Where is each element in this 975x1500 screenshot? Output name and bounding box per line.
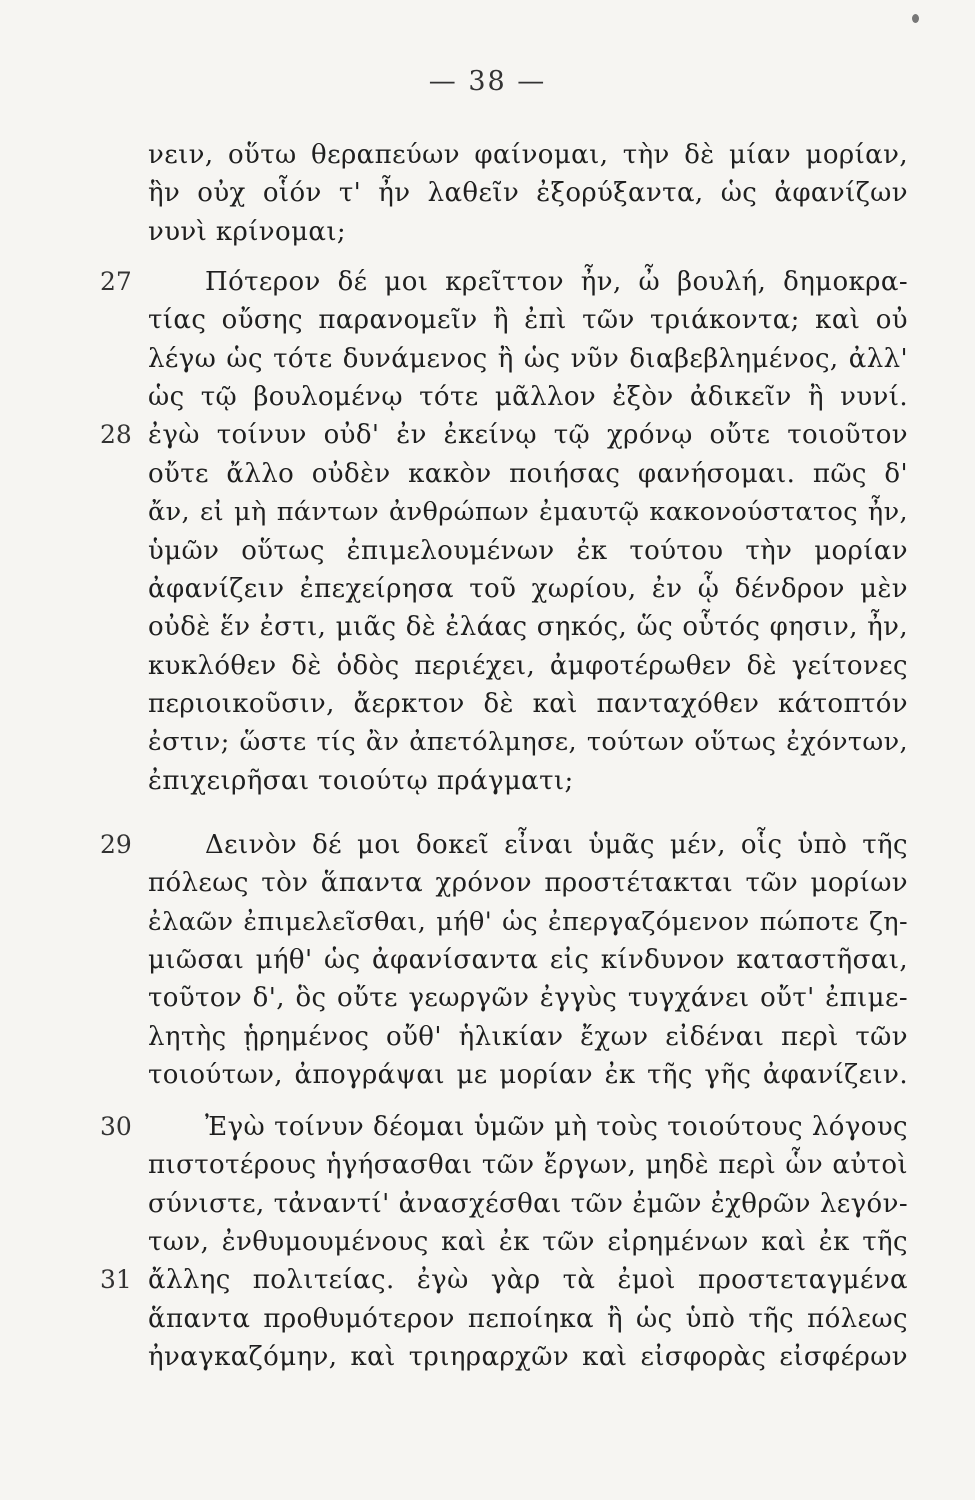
text-line: ἄν, εἰ μὴ πάντων ἀνθρώπων ἐμαυτῷ κακονούστατος ἦν, <box>148 497 908 527</box>
section-number: 28 <box>100 420 132 449</box>
text-line: κυκλόθεν δὲ ὁδὸς περιέχει, ἀμφοτέρωθεν δὲ γείτονες <box>148 651 908 681</box>
text-line: ἣν οὐχ οἷόν τ' ἦν λαθεῖν ἐξορύξαντα, ὡς ἀφανίζων <box>148 178 908 208</box>
text-line: νυνὶ κρίνομαι; <box>148 217 347 247</box>
text-line: τοιούτων, ἀπογράψαι με μορίαν ἐκ τῆς γῆς ἀφανίζειν. <box>148 1060 908 1090</box>
text-line: Ἐγὼ τοίνυν δέομαι ὑμῶν μὴ τοὺς τοιούτους λόγους <box>205 1112 908 1142</box>
text-line: ὡς τῷ βουλομένῳ τότε μᾶλλον ἐξὸν ἀδικεῖν ἢ νυνί. <box>148 382 908 412</box>
text-line: τοῦτον δ', ὃς οὔτε γεωργῶν ἐγγὺς τυγχάνει οὔτ' ἐπιμε- <box>148 983 908 1013</box>
section-number: 30 <box>100 1112 132 1141</box>
section-number: 29 <box>100 830 132 859</box>
text-line: μιῶσαι μήθ' ὡς ἀφανίσαντα εἰς κίνδυνον καταστῆσαι, <box>148 945 908 975</box>
text-line: των, ἐνθυμουμένους καὶ ἐκ τῶν εἰρημένων καὶ ἐκ τῆς <box>148 1227 908 1257</box>
text-line: τίας οὔσης παρανομεῖν ἢ ἐπὶ τῶν τριάκοντα; καὶ οὐ <box>148 305 908 335</box>
section-number: 27 <box>100 267 132 296</box>
text-line: ἐπιχειρῆσαι τοιούτῳ πράγματι; <box>148 766 574 796</box>
text-line: ἐλαῶν ἐπιμελεῖσθαι, μήθ' ὡς ἐπεργαζόμενον πώποτε ζη- <box>148 907 908 937</box>
text-line: περιοικοῦσιν, ἄερκτον δὲ καὶ πανταχόθεν κάτοπτόν <box>148 689 908 719</box>
text-line: ἅπαντα προθυμότερον πεποίηκα ἢ ὡς ὑπὸ τῆς πόλεως <box>148 1304 908 1334</box>
text-line: ἐστιν; ὥστε τίς ἂν ἀπετόλμησε, τούτων οὕτως ἐχόντων, <box>148 727 908 757</box>
text-line: οὐδὲ ἕν ἐστι, μιᾶς δὲ ἐλάας σηκός, ὥς οὗτός φησιν, ἦν, <box>148 612 908 642</box>
text-line: νειν, οὕτω θεραπεύων φαίνομαι, τὴν δὲ μίαν μορίαν, <box>148 140 908 170</box>
text-line: ὑμῶν οὕτως ἐπιμελουμένων ἐκ τούτου τὴν μορίαν <box>148 536 908 566</box>
text-line: πόλεως τὸν ἅπαντα χρόνον προστέτακται τῶν μορίων <box>148 868 908 898</box>
text-line: ἠναγκαζόμην, καὶ τριηραρχῶν καὶ εἰσφορὰς εἰσφέρων <box>148 1342 908 1372</box>
text-line: ἀφανίζειν ἐπεχείρησα τοῦ χωρίου, ἐν ᾧ δένδρον μὲν <box>148 574 908 604</box>
ink-spot <box>912 14 919 23</box>
text-line: πιστοτέρους ἡγήσασθαι τῶν ἔργων, μηδὲ περὶ ὧν αὐτοὶ <box>148 1150 908 1180</box>
text-line: ἄλλης πολιτείας. ἐγὼ γὰρ τὰ ἐμοὶ προστεταγμένα <box>148 1265 908 1295</box>
text-line: Δεινὸν δέ μοι δοκεῖ εἶναι ὑμᾶς μέν, οἷς ὑπὸ τῆς <box>205 830 908 860</box>
section-number: 31 <box>100 1265 132 1294</box>
text-line: σύνιστε, τἀναντί' ἀνασχέσθαι τῶν ἐμῶν ἐχθρῶν λεγόν- <box>148 1189 908 1219</box>
text-line: οὔτε ἄλλο οὐδὲν κακὸν ποιήσας φανήσομαι. πῶς δ' <box>148 459 908 489</box>
text-line: Πότερον δέ μοι κρεῖττον ἦν, ὦ βουλή, δημοκρα- <box>205 267 908 297</box>
text-line: λέγω ὡς τότε δυνάμενος ἢ ὡς νῦν διαβεβλημένος, ἀλλ' <box>148 344 908 374</box>
text-line: ἐγὼ τοίνυν οὐδ' ἐν ἐκείνῳ τῷ χρόνῳ οὔτε τοιοῦτον <box>148 420 908 450</box>
text-line: λητὴς ᾑρημένος οὔθ' ἡλικίαν ἔχων εἰδέναι περὶ τῶν <box>148 1022 908 1052</box>
page-number: — 38 — <box>428 66 547 97</box>
